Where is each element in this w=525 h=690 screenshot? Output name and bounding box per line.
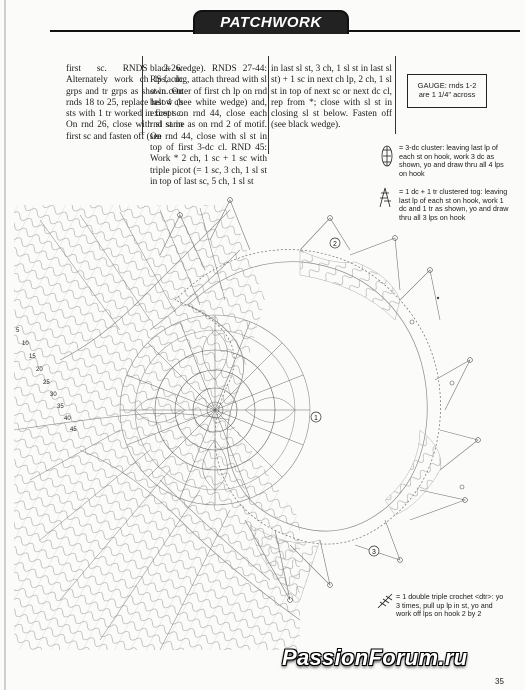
section-title: PATCHWORK	[193, 10, 349, 34]
svg-text:30: 30	[50, 392, 57, 398]
row-number-3	[369, 546, 379, 556]
instructions-column-2: black wedge). RNDS 27-44: RS facing, attach thread with sl st in center of first ch lp on rnd below (see white wedge) and, except on rnd 44, close each rnd same as on rnd 2 of motif. On rnd 44, close with sl st in top of first 3-dc cl. RND 45: Work * 2 ch, 1 sc + 1 sc with triple picot (= 1 sc, 3 ch, 1 sl st in top of last sc, 5 ch, 1 sl st	[150, 64, 267, 187]
svg-text:20: 20	[36, 367, 43, 373]
dc-tr-cluster-symbol	[380, 188, 391, 207]
svg-text:25: 25	[43, 380, 50, 386]
svg-text:35: 35	[57, 404, 64, 410]
svg-text:45: 45	[70, 427, 77, 433]
instructions-column-3: in last sl st, 3 ch, 1 sl st in last sl st) + 1 sc in next ch lp, 2 ch, 1 sl st in top of next sc or next dc cl, rep from *; close with sl st in closing sl st below. Fasten off (see black wedge).	[271, 64, 392, 131]
row-number-2	[330, 238, 340, 248]
instructions-column-1: first sc. RNDS 2-26: Alternately work ch lps, dc grps and tr grps as shown. On rnds 18 to 25, replace last 4 ch sts with 1 tr worked in first sc. On rnd 26, close with sl st in first sc and fasten off (see	[66, 64, 183, 142]
double-triple-symbol	[378, 594, 392, 608]
row-number-1	[311, 412, 321, 422]
watermark: PassionForum.ru	[282, 645, 468, 670]
center-medallion-spokes	[120, 315, 310, 505]
stray-dot	[437, 297, 439, 299]
svg-text:3: 3	[372, 549, 376, 556]
svg-text:2: 2	[333, 241, 337, 248]
gauge-line-1: GAUGE: rnds 1-2	[417, 81, 477, 90]
page-number: 35	[495, 677, 504, 686]
cluster-3dc-symbol	[382, 146, 392, 166]
svg-text:1: 1	[314, 415, 318, 422]
legend-double-triple: = 1 double triple crochet <dtr>: yo 3 times, pull up lp in st, yo and work off lps on hook 2 by 2	[396, 592, 504, 619]
legend-dc-tr-cluster: = 1 dc + 1 tr clustered tog: leaving last lp of each st on hook, work 1 dc and 1 tr as shown, yo and draw thru all 3 lps on hook	[399, 187, 509, 222]
left-motif	[14, 205, 304, 655]
gauge-line-2: are 1 1/4" across	[418, 90, 476, 99]
svg-text:40: 40	[64, 416, 71, 422]
svg-text:10: 10	[22, 341, 29, 347]
mesh-tracery	[250, 250, 441, 600]
svg-text:5: 5	[16, 328, 20, 334]
legend-3dc-cluster: = 3-dc cluster: leaving last lp of each st on hook, work 3 dc as shown, yo and draw thru all 4 lps on hook	[399, 143, 504, 178]
svg-text:15: 15	[29, 354, 36, 360]
